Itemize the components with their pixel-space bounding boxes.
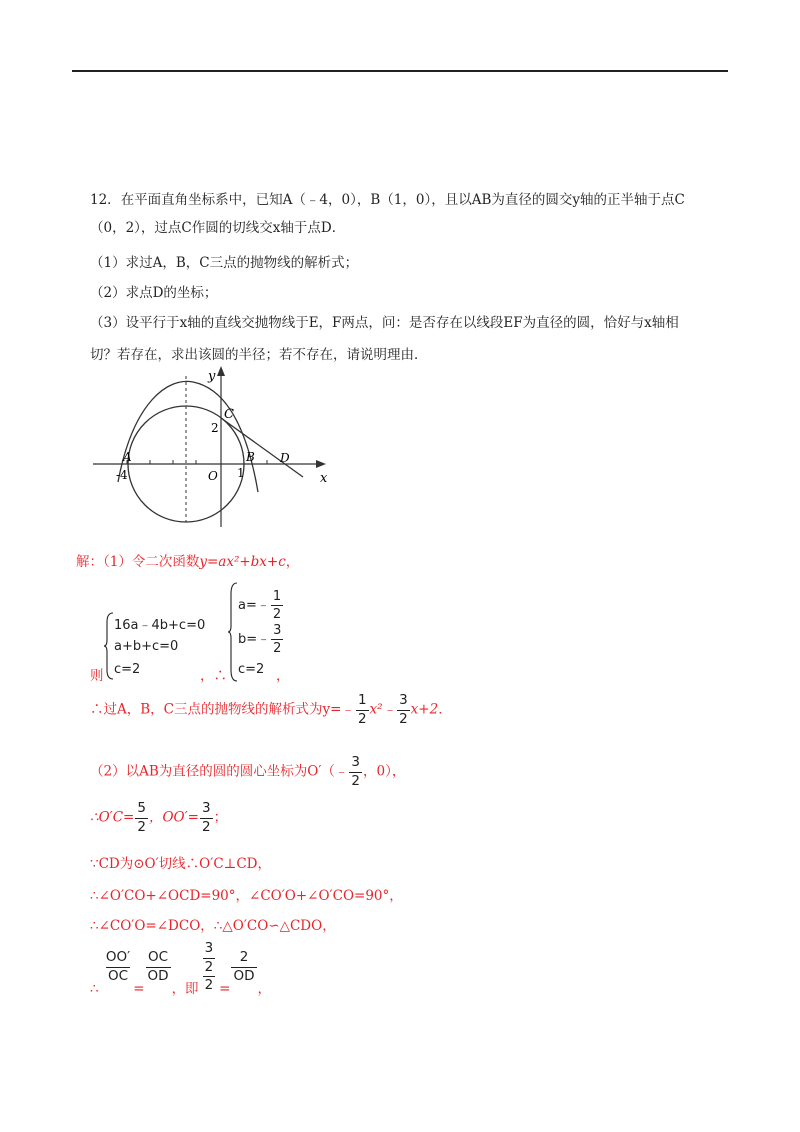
then-label: 则: [90, 668, 104, 684]
system-2-c: c=2: [238, 662, 265, 677]
label-O: O: [208, 469, 218, 483]
solution-step-1: 解：（1）令二次函数y=ax²+bx+c，: [76, 554, 300, 570]
solution-ratio: ∴ $\frac{OO'}{OC}$ = $\frac{OC}{OD}$ ，即 $\frac{\frac{3}{2}}{2}$ = $\frac{2}{OD}$ ，: [90, 940, 271, 997]
header-rule: [72, 70, 728, 72]
solution-center: （2）以AB为直径的圆的圆心坐标为O′（﹣ $\frac{3}{2}$ ，0），: [90, 754, 406, 789]
solution-parabola: ∴过A，B，C三点的抛物线的解析式为y=﹣ $\frac{1}{2}$ x²﹣ $\frac{3}{2}$ x+2．: [90, 692, 452, 727]
system-1-eq-3: c=2: [114, 662, 141, 677]
label-1: 1: [237, 466, 245, 480]
label-minus4: -4: [116, 468, 128, 482]
solution-angles: ∴∠O′CO+∠OCD=90°，∠CO′O+∠O′CO=90°，: [90, 888, 403, 904]
y-axis-arrow: [217, 366, 225, 376]
solution-tangent: ∵CD为⊙O′切线∴O′C⊥CD，: [90, 856, 271, 872]
tangent-line: [221, 418, 303, 477]
question-2: （2）求点D的坐标；: [90, 285, 218, 301]
system-1-eq-1: 16a﹣4b+c=0: [114, 618, 206, 633]
label-2: 2: [211, 421, 219, 435]
geometry-figure: [88, 362, 338, 532]
x-axis-arrow: [316, 460, 326, 468]
problem-line-1: 12．在平面直角坐标系中，已知A（﹣4，0），B（1，0），且以AB为直径的圆交y轴的正半轴于点C: [90, 192, 685, 208]
system-2-brace: [228, 582, 238, 682]
label-x: x: [320, 471, 328, 486]
therefore-label: ，∴: [200, 668, 227, 684]
system-1-eq-2: a+b+c=0: [114, 639, 179, 654]
system-2-tail: ，: [276, 668, 290, 684]
question-3-line-1: （3）设平行于x轴的直线交抛物线于E，F两点，问：是否存在以线段EF为直径的圆，恰好与x轴相: [90, 315, 679, 331]
solution-similar: ∴∠CO′O=∠DCO，∴△O′CO∽△CDO，: [90, 918, 336, 934]
problem-line-2: （0，2），过点C作圆的切线交x轴于点D．: [90, 220, 346, 236]
system-2-b: b=﹣ $\frac{3}{2}$: [238, 623, 282, 656]
label-A: A: [123, 450, 132, 464]
question-1: （1）求过A，B，C三点的抛物线的解析式；: [90, 255, 359, 271]
system-1-brace: [104, 612, 114, 680]
label-B: B: [246, 450, 255, 464]
label-C: C: [224, 407, 234, 422]
label-y: y: [208, 369, 216, 384]
label-D: D: [280, 451, 290, 465]
system-2-a: a=﹣ $\frac{1}{2}$: [238, 589, 282, 622]
solution-lengths: ∴O′C= $\frac{5}{2}$ ，OO′= $\frac{3}{2}$ ；: [90, 800, 228, 835]
question-3-line-2: 切？若存在，求出该圆的半径；若不存在，请说明理由．: [90, 347, 428, 363]
